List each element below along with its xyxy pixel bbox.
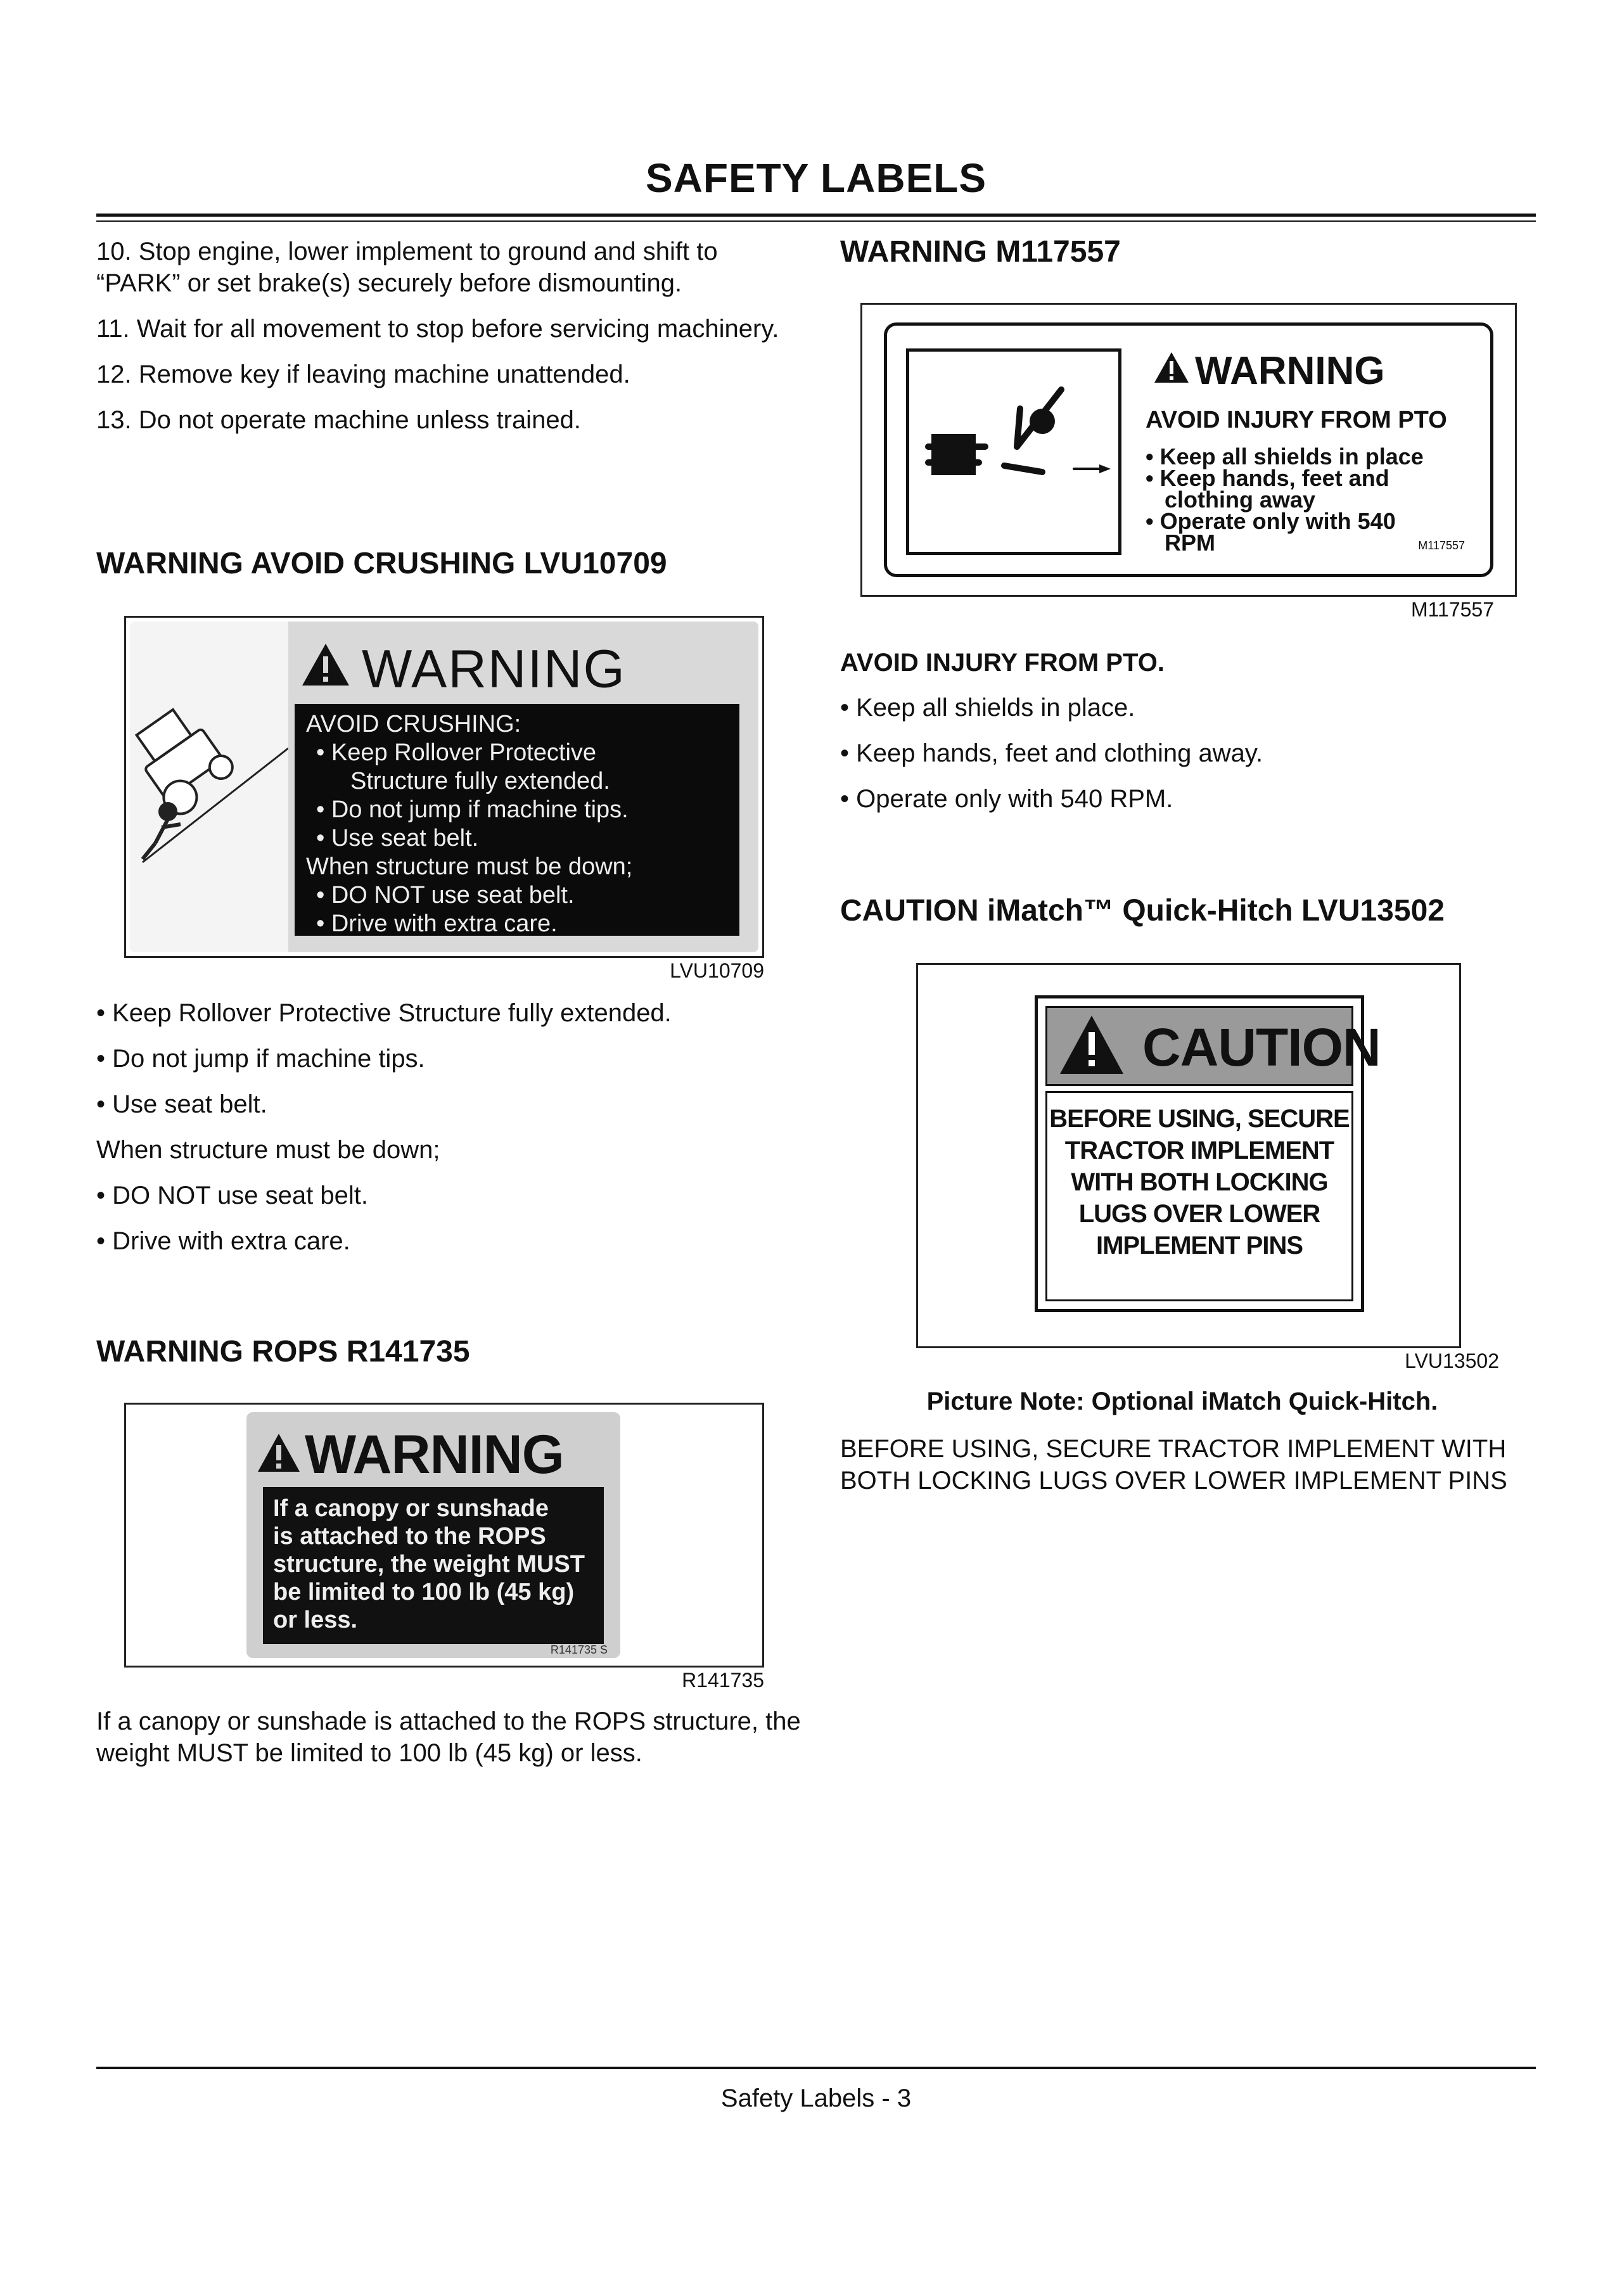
step-12: 12. Remove key if leaving machine unattended.: [96, 360, 630, 388]
list-item: • Drive with extra care.: [96, 1227, 350, 1255]
pto-subhead: AVOID INJURY FROM PTO.: [840, 649, 1165, 677]
page-title: SAFETY LABELS: [645, 155, 987, 201]
caution-heading: CAUTION iMatch™ Quick-Hitch LVU13502: [840, 894, 1445, 928]
step-10: 10. Stop engine, lower implement to ground and shift to “PARK” or set brake(s) securely before dismounting.: [96, 238, 718, 297]
caution-label-text: BEFORE USING, SECURE TRACTOR IMPLEMENT WITH BOTH LOCKING LUGS OVER LOWER IMPLEMENT PINS: [1045, 1091, 1353, 1301]
list-item: • Do not jump if machine tips.: [96, 1045, 425, 1073]
crushing-bullets: [96, 997, 800, 1257]
caution-picture-note: Picture Note: Optional iMatch Quick-Hitch.: [926, 1387, 1438, 1415]
page-footer: Safety Labels - 3: [720, 2084, 912, 2112]
tipping-tractor-illustration: [130, 622, 288, 952]
crushing-warning-label: [124, 616, 764, 958]
pto-caption: M117557: [1410, 598, 1494, 621]
warning-triangle-icon: [1153, 348, 1190, 393]
list-item: When structure must be down;: [96, 1136, 440, 1164]
pto-label-code: M117557: [1418, 539, 1465, 552]
crushing-label-text: AVOID CRUSHING: • Keep Rollover Protective Structure fully extended. • Do not jump if machine tips. • Use seat belt. When structure must be down; • DO NOT use seat belt. • Drive with extra care.: [295, 704, 739, 936]
crushing-caption: LVU10709: [670, 959, 764, 982]
list-item: • Operate only with 540 RPM.: [840, 785, 1173, 813]
rops-label-head: WARNING: [305, 1424, 564, 1485]
rops-caption: R141735: [682, 1669, 764, 1692]
pto-entanglement-illustration: [906, 348, 1121, 555]
warning-triangle-icon: [1059, 1014, 1125, 1078]
warning-triangle-icon: [257, 1424, 301, 1486]
pto-label-sub: AVOID INJURY FROM PTO: [1146, 407, 1447, 433]
list-item: • Keep hands, feet and clothing away.: [840, 739, 1263, 767]
pto-label-text: • Keep all shields in place • Keep hands, feet and clothing away • Operate only with 540 RPM: [1146, 443, 1424, 556]
warning-triangle-icon: [301, 638, 350, 699]
rops-text: If a canopy or sunshade is attached to the ROPS structure, the weight MUST be limited to 100 lb (45 kg) or less.: [96, 1707, 801, 1767]
pto-warning-label: [860, 303, 1517, 597]
list-item: • Keep Rollover Protective Structure fully extended.: [96, 999, 672, 1027]
pto-bullets: [840, 692, 1524, 815]
step-11: 11. Wait for all movement to stop before servicing machinery.: [96, 315, 779, 343]
rops-label-code: R141735 S: [550, 1643, 608, 1656]
rops-heading: WARNING ROPS R141735: [96, 1335, 470, 1368]
step-13: 13. Do not operate machine unless trained.: [96, 406, 581, 434]
header-rule-thin: [96, 220, 1536, 222]
footer-rule: [96, 2067, 1536, 2069]
pto-heading: WARNING M117557: [840, 235, 1121, 269]
header-rule: [96, 214, 1536, 217]
rops-label-text: If a canopy or sunshade is attached to the ROPS structure, the weight MUST be limited to 100 lb (45 kg) or less.: [263, 1487, 604, 1644]
caution-text: BEFORE USING, SECURE TRACTOR IMPLEMENT WITH BOTH LOCKING LUGS OVER LOWER IMPLEMENT PINS: [840, 1435, 1507, 1495]
rops-warning-label: [124, 1403, 764, 1668]
pto-label-head: WARNING: [1195, 349, 1385, 393]
crushing-label-head: WARNING: [362, 639, 626, 699]
step-list: [96, 236, 800, 436]
list-item: • Keep all shields in place.: [840, 694, 1135, 722]
caution-label: [916, 963, 1461, 1348]
caution-label-head: CAUTION: [1142, 1017, 1381, 1077]
list-item: • Use seat belt.: [96, 1090, 267, 1118]
crushing-heading: WARNING AVOID CRUSHING LVU10709: [96, 547, 667, 580]
caution-caption: LVU13502: [1405, 1349, 1499, 1372]
list-item: • DO NOT use seat belt.: [96, 1182, 368, 1209]
